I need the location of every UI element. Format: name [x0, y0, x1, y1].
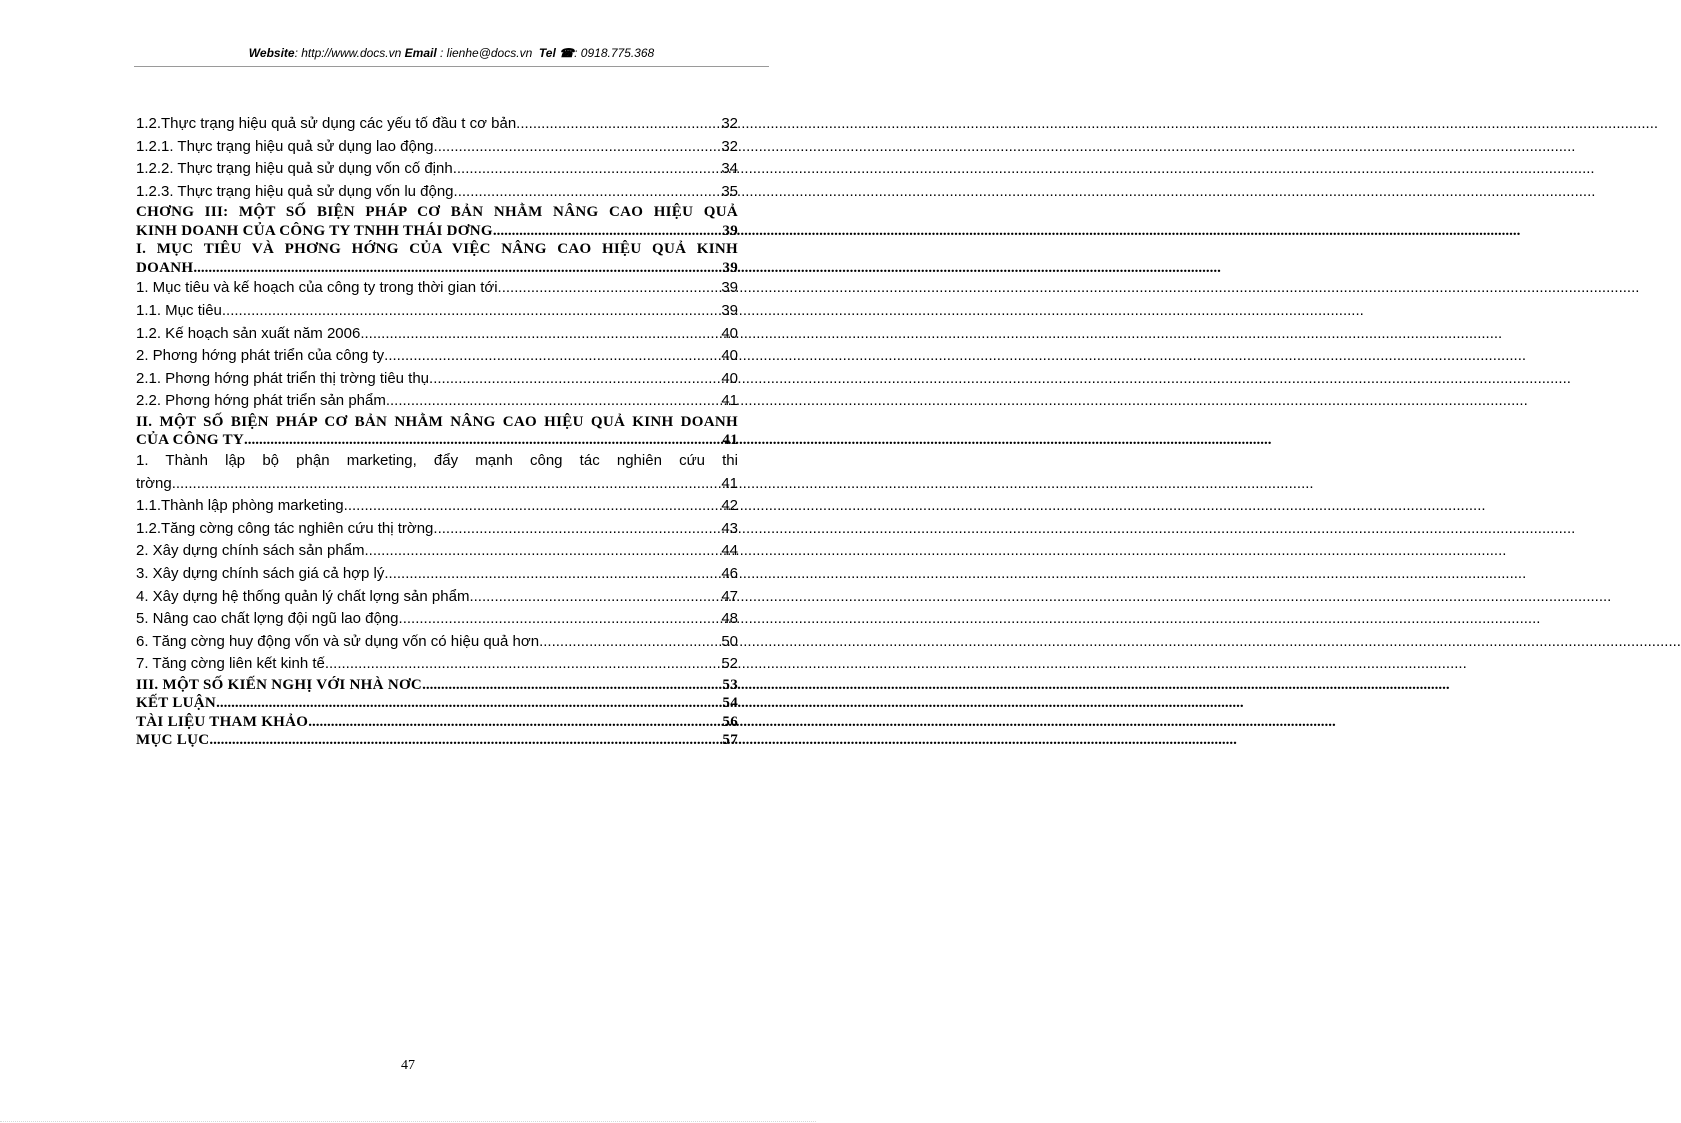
- toc-entry-page: 39: [721, 301, 738, 319]
- toc-leader-dots: [365, 540, 722, 563]
- header-divider: [134, 66, 769, 67]
- toc-entry: [136, 345, 738, 368]
- email-value: : lienhe@docs.vn: [436, 46, 533, 60]
- toc-entry-title: 7. Tăng cờng liên kết kinh tế: [136, 655, 325, 673]
- toc-entry-page: 40: [721, 347, 738, 365]
- toc-entry: [136, 586, 738, 609]
- toc-entry-title: III. MỘT SỐ KIẾN NGHỊ VỚI NHÀ NƠC: [136, 676, 423, 693]
- toc-leader-dots: [384, 345, 721, 368]
- toc-chapter-heading: [136, 222, 738, 241]
- toc-entry-title: TÀI LIỆU THAM KHẢO: [136, 713, 309, 730]
- toc-entry: [136, 181, 738, 204]
- footer-divider: [0, 1121, 816, 1122]
- toc-leader-dots: [469, 586, 721, 609]
- toc-entry-page: 46: [721, 564, 738, 582]
- toc-entry-page: 35: [721, 182, 738, 200]
- toc-entry-title: 1.2.Tăng cờng công tác nghiên cứu thị trờng: [136, 519, 434, 537]
- toc-entry-page: 53: [722, 676, 738, 693]
- toc-entry-line1: 1. Thành lập bộ phận marketing, đẩy mạnh công tác nghiên cứu thi: [136, 451, 738, 469]
- toc-entry-page: 43: [721, 519, 738, 537]
- toc-leader-dots: [386, 390, 721, 413]
- toc-entry: [136, 563, 738, 586]
- toc-entry-title: 3. Xây dựng chính sách giá cả hợp lý: [136, 564, 385, 582]
- toc-entry-page: 47: [721, 587, 738, 605]
- toc-leader-dots: [429, 368, 721, 391]
- toc-entry-page: 32: [721, 137, 738, 155]
- toc-leader-dots: [434, 136, 722, 159]
- page-header: [134, 46, 769, 60]
- toc-chapter-heading: [136, 694, 738, 713]
- toc-section-heading: [136, 431, 738, 450]
- toc-entry-title: 6. Tăng cờng huy động vốn và sử dụng vốn có hiệu quả hơn: [136, 632, 540, 650]
- toc-leader-dots: [498, 277, 722, 300]
- toc-leader-dots: [325, 653, 721, 676]
- toc-entry-page: 48: [721, 610, 738, 628]
- toc-entry: [136, 518, 738, 541]
- toc-entry-page: 39: [722, 222, 738, 239]
- toc-leader-dots: [193, 259, 722, 278]
- toc-entry-title: 2.2. Phơng hớng phát triển sản phẩm: [136, 392, 386, 410]
- phone-icon: ☎: [559, 46, 575, 60]
- toc-entry-title: 1.2.1. Thực trạng hiệu quả sử dụng lao động: [136, 137, 434, 155]
- toc-entry-page: 57: [722, 732, 738, 749]
- tel-label: Tel: [538, 46, 556, 60]
- toc-entry: [136, 368, 738, 391]
- toc-leader-dots: [216, 694, 722, 713]
- toc-entry-page: 41: [721, 392, 738, 410]
- toc-entry-title: 1.1. Mục tiêu: [136, 301, 222, 319]
- toc-entry-title: 1.2.3. Thực trạng hiệu quả sử dụng vốn lu động: [136, 182, 454, 200]
- toc-entry-title: DOANH: [136, 259, 194, 276]
- website-value: : http://www.docs.vn: [294, 46, 402, 60]
- toc-entry-page: 34: [721, 160, 738, 178]
- toc-chapter-heading: [136, 713, 738, 732]
- table-of-contents: [136, 113, 738, 750]
- toc-entry-title: trờng: [136, 474, 172, 492]
- toc-leader-dots: [454, 181, 722, 204]
- toc-entry-title: 1.2.2. Thực trạng hiệu quả sử dụng vốn cố định: [136, 160, 453, 178]
- toc-entry-page: 39: [722, 259, 738, 276]
- toc-entry: [136, 540, 738, 563]
- tel-value: : 0918.775.368: [574, 46, 655, 60]
- toc-entry: [136, 136, 738, 159]
- toc-leader-dots: [453, 158, 722, 181]
- toc-entry-title: 2.1. Phơng hớng phát triển thị trờng tiêu thụ: [136, 369, 430, 387]
- toc-entry: [136, 113, 738, 136]
- toc-entry: [136, 277, 738, 300]
- toc-entry-page: 40: [721, 369, 738, 387]
- toc-leader-dots: [222, 300, 721, 323]
- toc-entry-title: 5. Nâng cao chất lợng đội ngũ lao động: [136, 610, 399, 628]
- toc-entry: [136, 608, 738, 631]
- toc-entry-page: 42: [721, 497, 738, 515]
- toc-entry: [136, 495, 738, 518]
- toc-entry: [136, 300, 738, 323]
- email-label: Email: [404, 46, 437, 60]
- toc-chapter-heading: [136, 731, 738, 750]
- toc-section-heading-line1: I. MỤC TIÊU VÀ PHƠNG HỚNG CỦA VIỆC NÂNG CAO HIỆU QUẢ KINH: [136, 241, 738, 258]
- toc-leader-dots: [433, 518, 721, 541]
- toc-leader-dots: [493, 222, 723, 241]
- toc-chapter-heading-line1: CHƠNG III: MỘT SỐ BIỆN PHÁP CƠ BẢN NHẰM NÂNG CAO HIỆU QUẢ: [136, 204, 738, 221]
- page-number: 47: [401, 1058, 415, 1073]
- toc-entry-page: 41: [722, 432, 738, 449]
- toc-entry-page: 50: [721, 632, 738, 650]
- toc-entry-page: 32: [721, 115, 738, 132]
- toc-entry-page: 41: [721, 474, 738, 492]
- toc-leader-dots: [422, 676, 722, 695]
- toc-entry: [136, 158, 738, 181]
- toc-leader-dots: [209, 731, 722, 750]
- toc-entry-page: 52: [721, 655, 738, 673]
- toc-section-heading-line1: II. MỘT SỐ BIỆN PHÁP CƠ BẢN NHẰM NÂNG CAO HIỆU QUẢ KINH DOANH: [136, 413, 738, 430]
- toc-entry: [136, 473, 738, 496]
- toc-entry: [136, 390, 738, 413]
- toc-leader-dots: [360, 323, 721, 346]
- toc-entry-title: 4. Xây dựng hệ thống quản lý chất lợng sản phẩm: [136, 587, 470, 605]
- toc-entry-page: 40: [721, 324, 738, 342]
- toc-entry-page: 39: [721, 279, 738, 297]
- toc-entry-title: 1. Mục tiêu và kế hoạch của công ty trong thời gian tới: [136, 279, 498, 297]
- toc-entry-title: 2. Xây dựng chính sách sản phẩm: [136, 542, 365, 560]
- toc-leader-dots: [308, 713, 722, 732]
- toc-entry-title: 1.1.Thành lập phòng marketing: [136, 497, 344, 515]
- toc-leader-dots: [384, 563, 721, 586]
- toc-leader-dots: [344, 495, 722, 518]
- toc-entry-page: 54: [722, 695, 738, 712]
- toc-entry-title: MỤC LỤC: [136, 732, 210, 749]
- toc-leader-dots: [539, 631, 721, 654]
- toc-entry: [136, 631, 738, 654]
- toc-entry-title: 1.2. Kế hoạch sản xuất năm 2006: [136, 324, 361, 342]
- toc-entry-title: KINH DOANH CỦA CÔNG TY TNHH THÁI DƠNG: [136, 222, 493, 239]
- toc-entry: [136, 323, 738, 346]
- toc-leader-dots: [399, 608, 722, 631]
- toc-entry-title: KẾT LUẬN: [136, 695, 217, 712]
- toc-section-heading: [136, 259, 738, 278]
- toc-leader-dots: [244, 431, 722, 450]
- toc-leader-dots: [172, 473, 722, 496]
- toc-entry-page: 56: [722, 713, 738, 730]
- toc-entry-page: 44: [721, 542, 738, 560]
- toc-entry-title: 1.2.Thực trạng hiệu quả sử dụng các yếu tố đầu t cơ bản: [136, 115, 517, 132]
- website-label: Website: [248, 46, 295, 60]
- toc-leader-dots: [516, 113, 721, 136]
- toc-section-heading: [136, 676, 738, 695]
- toc-entry-title: 2. Phơng hớng phát triển của công ty: [136, 347, 385, 365]
- toc-entry-title: CỦA CÔNG TY: [136, 432, 245, 449]
- toc-entry: [136, 653, 738, 676]
